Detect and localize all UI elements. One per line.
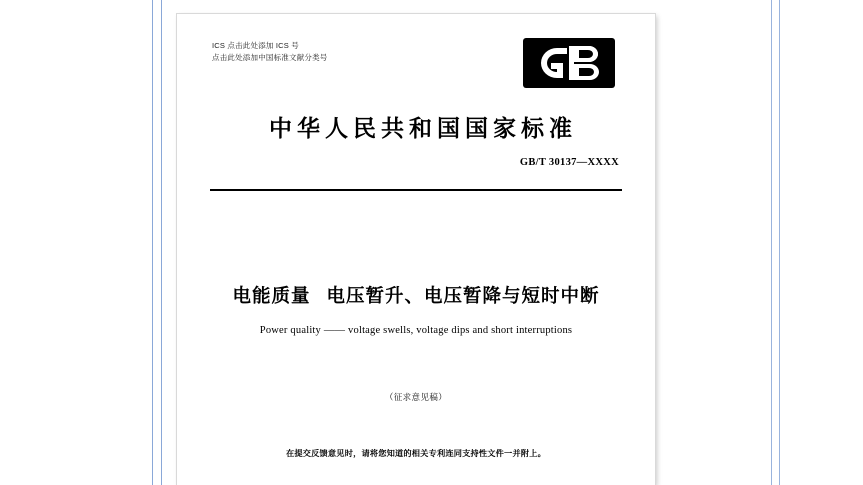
margin-guide-right-inner xyxy=(771,0,772,485)
ccs-classification-line: 点击此处添加中国标准文献分类号 xyxy=(212,53,328,62)
page-title: 中华人民共和国国家标准 xyxy=(269,116,577,141)
document-page xyxy=(177,14,655,485)
margin-guide-left-outer xyxy=(152,0,153,485)
document-title-en: Power quality —— voltage swells, voltage dips and short interruptions xyxy=(259,325,573,336)
draft-status-label: （征求意见稿） xyxy=(384,392,448,402)
patent-feedback-note: 在提交反馈意见时，请将您知道的相关专利连同支持性文件一并附上。 xyxy=(285,449,546,458)
document-title-cn xyxy=(177,282,655,308)
margin-guide-left-inner xyxy=(161,0,162,485)
gb-logo-icon xyxy=(521,36,617,90)
header-divider xyxy=(210,189,622,191)
margin-guide-right-outer xyxy=(779,0,780,485)
document-title-cn-part2: 电压暂升、电压暂降与短时中断 xyxy=(326,287,600,307)
standard-number: GB/T 30137—XXXX xyxy=(519,157,619,168)
ics-number-line: ICS 点击此处添加 ICS 号 xyxy=(212,41,299,50)
page-content xyxy=(177,14,655,485)
ics-header-block xyxy=(212,40,328,64)
document-title-cn-part1: 电能质量 xyxy=(232,287,311,307)
